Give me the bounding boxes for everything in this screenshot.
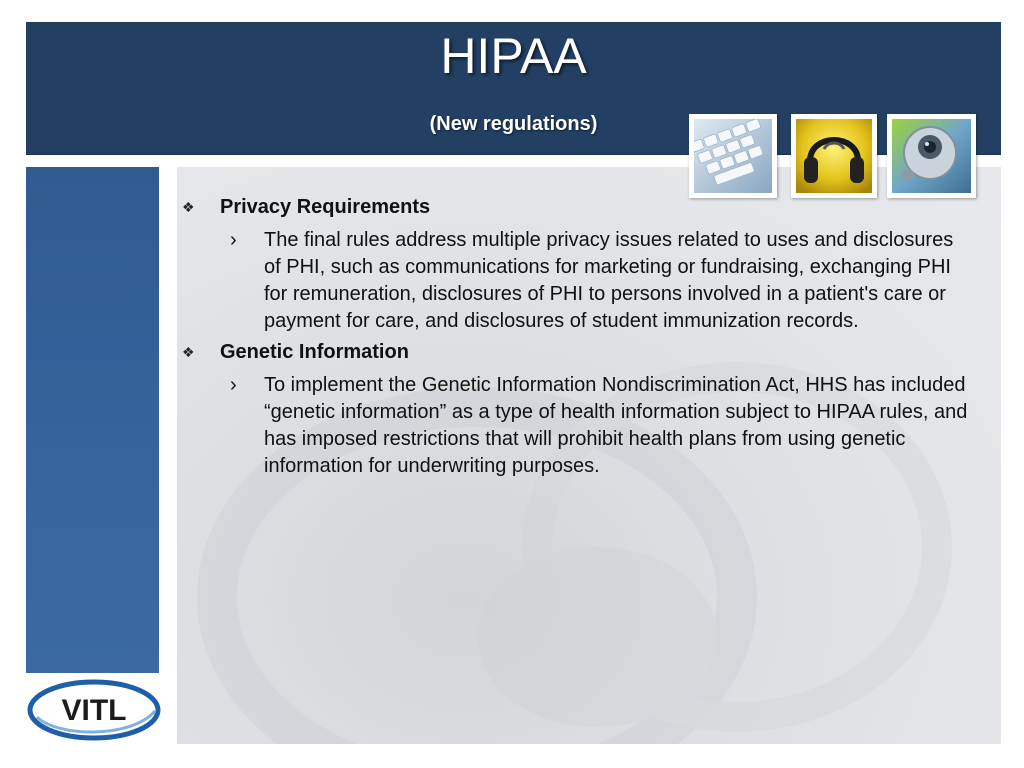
headphones-photo	[791, 114, 877, 198]
svg-text:VITL: VITL	[61, 694, 127, 727]
keyboard-photo	[689, 114, 777, 198]
chevron-bullet-icon: ›	[230, 374, 237, 396]
sub-bullet-text: The final rules address multiple privacy issues related to uses and disclosures of PHI, such as communications for marketing or fundraising, exchanging PHI for remuneration, disclosures of PHI to persons involved in a patient's care or payment for care, and disclosures of student immunization records.	[264, 229, 954, 332]
sub-bullet-item	[182, 227, 972, 335]
bullet-heading: Privacy Requirements	[220, 196, 431, 218]
vitl-logo	[27, 677, 163, 743]
bullet-item	[182, 194, 972, 221]
slide-subtitle: (New regulations)	[429, 113, 598, 135]
diamond-bullet-icon: ❖	[182, 199, 195, 215]
sub-bullet-item	[182, 372, 972, 480]
sub-bullet-text: To implement the Genetic Information Nondiscrimination Act, HHS has included “genetic information” as a type of health information subject to HIPAA rules, and has imposed restrictions that will prohibit health plans from using genetic information for underwriting purposes.	[264, 374, 968, 477]
slide-title: HIPAA	[440, 28, 587, 84]
left-sidebar-bar	[26, 167, 159, 673]
chevron-bullet-icon: ›	[230, 229, 237, 251]
bullet-heading: Genetic Information	[220, 341, 409, 363]
bullet-item	[182, 339, 972, 366]
bullet-list	[182, 194, 972, 484]
diamond-bullet-icon: ❖	[182, 344, 195, 360]
webcam-photo	[887, 114, 976, 198]
